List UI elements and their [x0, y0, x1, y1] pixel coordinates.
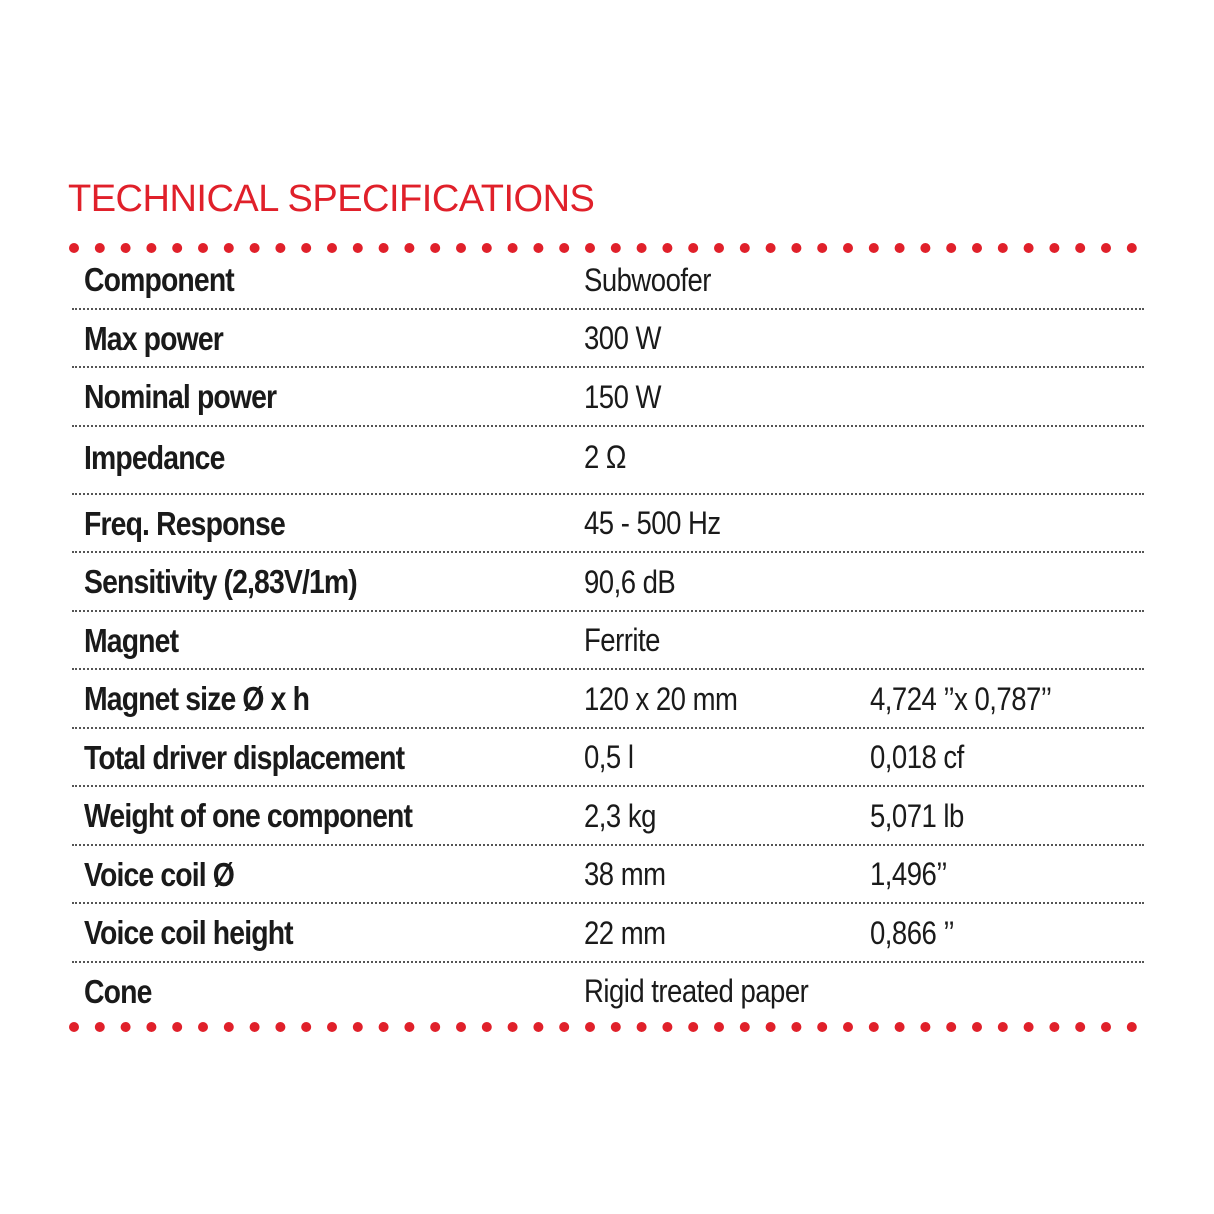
- spec-value: 2,3 kg: [584, 797, 656, 834]
- spec-row: [68, 553, 1146, 612]
- spec-row: [68, 612, 1146, 671]
- spec-row: [68, 251, 1146, 310]
- spec-value: 2 Ω: [584, 438, 626, 475]
- spec-row: [68, 846, 1146, 905]
- spec-label: Freq. Response: [84, 504, 285, 542]
- spec-row: [68, 310, 1146, 369]
- spec-label: Voice coil Ø: [84, 855, 235, 893]
- spec-value: Rigid treated paper: [584, 973, 809, 1009]
- spec-imperial-value: 5,071 lb: [870, 797, 964, 834]
- spec-value: 45 - 500 Hz: [584, 505, 721, 542]
- spec-value: 22 mm: [584, 914, 666, 951]
- spec-imperial-value: 0,866 ’’: [870, 914, 955, 951]
- spec-value: 38 mm: [584, 856, 666, 893]
- spec-label: Magnet: [84, 621, 179, 659]
- spec-row: [68, 904, 1146, 963]
- spec-value: Subwoofer: [584, 261, 711, 298]
- spec-row: [68, 787, 1146, 846]
- spec-value: 90,6 dB: [584, 563, 676, 600]
- spec-label: Magnet size Ø x h: [84, 680, 310, 718]
- spec-label: Weight of one component: [84, 797, 413, 835]
- bottom-dotted-divider: [68, 1020, 1148, 1034]
- spec-label: Component: [84, 261, 234, 299]
- section-title: TECHNICAL SPECIFICATIONS: [68, 178, 595, 220]
- spec-label: Cone: [84, 972, 152, 1010]
- spec-imperial-value: 0,018 cf: [870, 739, 964, 776]
- spec-value: Ferrite: [584, 622, 660, 659]
- spec-label: Max power: [84, 319, 223, 357]
- spec-value: 300 W: [584, 320, 661, 357]
- spec-label: Impedance: [84, 438, 225, 476]
- spec-label: Sensitivity (2,83V/1m): [84, 563, 357, 601]
- spec-row: [68, 368, 1146, 427]
- spec-row: [68, 670, 1146, 729]
- spec-table: [68, 251, 1146, 1021]
- spec-value: 0,5 l: [584, 739, 634, 776]
- spec-row: [68, 427, 1146, 495]
- spec-row: [68, 963, 1146, 1021]
- spec-label: Voice coil height: [84, 914, 293, 952]
- spec-row: [68, 729, 1146, 788]
- spec-label: Total driver displacement: [84, 738, 405, 776]
- spec-value: 120 x 20 mm: [584, 680, 738, 717]
- spec-label: Nominal power: [84, 378, 277, 416]
- spec-imperial-value: 1,496’’: [870, 856, 947, 893]
- spec-row: [68, 495, 1146, 554]
- spec-value: 150 W: [584, 378, 661, 415]
- spec-imperial-value: 4,724 ’’x 0,787’’: [870, 680, 1052, 717]
